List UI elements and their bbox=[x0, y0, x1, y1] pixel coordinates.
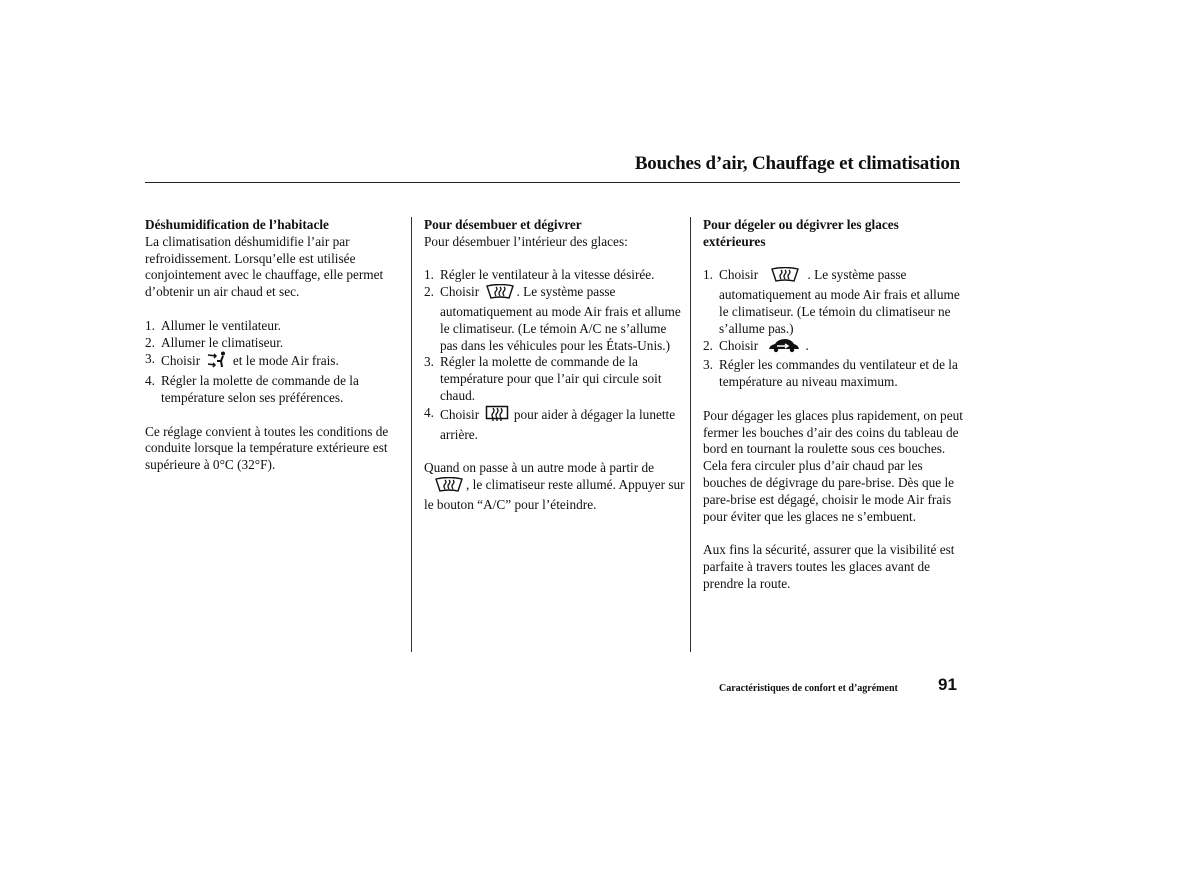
steps-list bbox=[145, 318, 405, 407]
step-number: 4. bbox=[145, 373, 155, 389]
note-text-continued: , le climatiseur reste allumé. Appuyer sur le bouton “A/C” pour l’éteindre. bbox=[424, 476, 685, 512]
windshield-defrost-icon bbox=[485, 284, 515, 304]
list-item bbox=[145, 335, 405, 352]
step-text-continued: . Le système passe automatiquement au mode Air frais et allume le climatiseur. (Le témoin du climatiseur ne s’allume pas.) bbox=[719, 267, 960, 336]
defog-defrost-section bbox=[424, 217, 686, 514]
step-text: Choisir bbox=[440, 284, 480, 300]
column-divider bbox=[690, 217, 691, 652]
step-number: 4. bbox=[424, 404, 434, 420]
step-number: 3. bbox=[145, 351, 155, 367]
section-note bbox=[424, 460, 686, 513]
step-text: Choisir bbox=[719, 337, 759, 353]
step-text: Choisir bbox=[440, 406, 480, 422]
column-divider bbox=[411, 217, 412, 652]
safety-paragraph: Aux fins la sécurité, assurer que la visibilité est parfaite à travers toutes les glaces avant de prendre la route. bbox=[703, 542, 955, 591]
list-item bbox=[424, 354, 686, 404]
dehumidification-section bbox=[145, 217, 405, 474]
windshield-defrost-icon bbox=[434, 477, 464, 497]
section-heading: Déshumidification de l’habitacle bbox=[145, 217, 329, 232]
section-intro: Pour désembuer l’intérieur des glaces: bbox=[424, 233, 628, 249]
windshield-defrost-icon bbox=[770, 267, 800, 287]
step-text: Régler la molette de commande de la température selon ses préférences. bbox=[161, 373, 359, 405]
step-number: 3. bbox=[703, 357, 713, 373]
step-number: 2. bbox=[703, 337, 713, 353]
step-number: 1. bbox=[145, 317, 155, 333]
step-text: Régler les commandes du ventilateur et de la température au niveau maximum. bbox=[719, 357, 958, 390]
steps-list bbox=[703, 267, 963, 391]
list-item bbox=[703, 357, 963, 391]
exterior-defrost-section bbox=[703, 217, 963, 593]
section-paragraph: Pour dégager les glaces plus rapidement, on peut fermer les bouches d’air des coins du tableau de bord en tournant la roulette sous ces bouches. Cela fera circuler plus d’air chaud par les bouches de dégivrage du pare-brise. Dès que le pare-brise est dégagé, choisir le mode Air frais pour éviter que les glaces ne s’embuent. bbox=[703, 407, 963, 524]
step-number: 3. bbox=[424, 354, 434, 370]
step-text: Choisir bbox=[161, 353, 201, 369]
step-text-continued: . Le système passe automatiquement au mode Air frais et allume le climatiseur. (Le témoin A/C ne s’allume pas dans les véhicules pour les États-Unis.) bbox=[440, 284, 681, 353]
steps-list bbox=[424, 267, 686, 443]
step-text: Choisir bbox=[719, 267, 759, 283]
list-item bbox=[424, 267, 686, 284]
page-number: 91 bbox=[938, 675, 957, 694]
step-number: 1. bbox=[703, 267, 713, 283]
step-text: Allumer le ventilateur. bbox=[161, 317, 282, 333]
step-number: 2. bbox=[145, 334, 155, 350]
note-text: Quand on passe à un autre mode à partir de bbox=[424, 460, 655, 476]
list-item bbox=[424, 284, 686, 354]
step-text: Régler la molette de commande de la température pour que l’air qui circule soit chaud. bbox=[440, 354, 662, 403]
title-rule bbox=[145, 182, 960, 183]
section-intro: La climatisation déshumidifie l’air par refroidissement. Lorsqu’elle est utilisée conjointement avec le chauffage, elle permet d’obtenir un air chaud et sec. bbox=[145, 233, 384, 300]
footer-section-title: Caractéristiques de confort et d’agrément bbox=[719, 683, 898, 694]
list-item bbox=[145, 373, 405, 407]
fresh-air-mode-icon bbox=[768, 338, 800, 358]
step-text-continued: et le mode Air frais. bbox=[232, 353, 339, 369]
step-text: Allumer le climatiseur. bbox=[161, 334, 284, 350]
list-item bbox=[424, 405, 686, 444]
page-title: Bouches d’air, Chauffage et climatisation bbox=[634, 153, 960, 174]
section-heading: Pour désembuer et dégivrer bbox=[424, 217, 582, 232]
section-heading: Pour dégeler ou dégivrer les glaces extérieures bbox=[703, 217, 899, 249]
step-text: Régler le ventilateur à la vitesse désirée. bbox=[440, 267, 655, 283]
step-text-continued: . bbox=[805, 337, 809, 353]
rear-defrost-icon bbox=[485, 405, 509, 427]
step-text-continued: pour aider à dégager la lunette arrière. bbox=[440, 406, 676, 442]
floor-defrost-mode-icon bbox=[206, 351, 228, 373]
step-number: 1. bbox=[424, 267, 434, 283]
list-item bbox=[703, 338, 963, 358]
list-item bbox=[703, 267, 963, 337]
list-item bbox=[145, 318, 405, 335]
section-note: Ce réglage convient à toutes les conditions de conduite lorsque la température extérieure est supérieure à 0°C (32°F). bbox=[145, 423, 389, 473]
step-number: 2. bbox=[424, 284, 434, 300]
list-item bbox=[145, 351, 405, 373]
